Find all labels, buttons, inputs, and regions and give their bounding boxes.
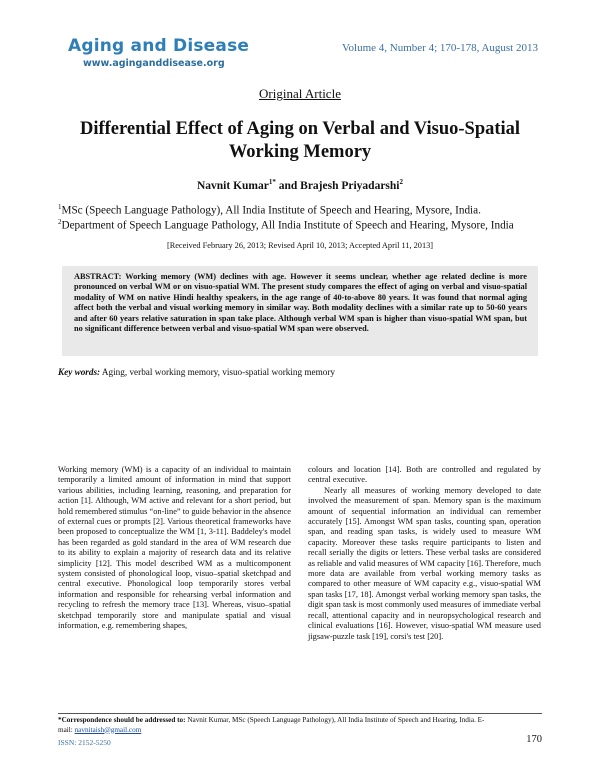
author-2: Brajesh Priyadarshi — [300, 179, 400, 192]
body-column-left — [58, 465, 291, 632]
body-column-right — [308, 465, 541, 642]
body-paragraph: Working memory (WM) is a capacity of an individual to maintain temporarily a limited amount of information in mind that support various abilities, including learning, reasoning, and preparation for action [1]. Although, WM active and relevant for a short period, but hold remembered stimulus “on-line” to guide behavior in the absence of external cues or prompts [2]. Various theoretical frameworks have been proposed to conceptualize the WM [1, 3-11]. Baddeley's model has been regarded as gold standard in the area of WM research due to its ability to explain a majority of research data and its relative simplicity [12]. This model described WM as a multicomponent system consisted of phonological loop, visuo–spatial sketchpad and central executive. Phonological loop temporarily stores verbal information and responsible for rehearsing verbal information and recycling to refresh the memory trace [13]. Whereas, visuo–spatial sketchpad temporarily store and manipulate spatial and visual information, e.g. remembering shapes, — [58, 465, 291, 631]
affiliation-2-number: 2 — [58, 218, 62, 226]
keywords-text: Aging, verbal working memory, visuo-spatial working memory — [100, 367, 336, 377]
paper-title — [50, 118, 550, 164]
body-paragraph: Nearly all measures of working memory developed to date involved the measurement of span. Memory span is the maximum amount of sequential information an individual can remember accurately [15]. Amongst WM span tasks, counting span, operation span, and reading span tasks, is widely used to measure WM capacity. Moreover these tasks require participants to listen and recall serially the digits or letters. These verbal tasks are considered as reliable and valid measures of WM capacity [16]. Therefore, much more data are available from verbal working memory tasks as compared to other measure of WM capacity e.g., visuo-spatial WM span tasks [17, 18]. Amongst verbal working memory span tasks, the digit span task is most commonly used measures of immediate verbal recall, attentional capacity and in neuropsychological research and clinical evaluations [16]. However, visuo-spatial WM measure used jigsaw-puzzle task [19], corsi's test [20]. — [308, 485, 541, 641]
author-conjunction: and — [275, 179, 301, 192]
correspondence-note — [58, 716, 498, 735]
body-paragraph: colours and location [14]. Both are controlled and regulated by central executive. — [308, 465, 541, 485]
keywords-label: Key words: — [58, 367, 101, 377]
journal-url: www.aginganddisease.org — [83, 58, 225, 69]
volume-info: Volume 4, Number 4; 170-178, August 2013 — [342, 42, 538, 54]
author-2-marker: 2 — [399, 178, 404, 186]
journal-title: Aging and Disease — [68, 36, 250, 56]
abstract-text: ABSTRACT: Working memory (WM) declines with age. However it seems unclear, whether age related decline is more pronounced on verbal WM or on visuo-spatial WM. The present study compares the effect of aging on verbal and visuo-spatial modality of WM on native Hindi healthy speakers, in the age range of 40-to-above 80 years. It was found that normal aging affect both the verbal and visual working memory in similar way. Both modality declines with a similar rate up to 50-60 years and after 60 years relative saturation in span take place. Although verbal WM span is higher than visuo-spatial WM span, but no significant difference between verbal and visuo-spatial WM span were observed. — [74, 272, 527, 334]
author-1-marker: 1* — [268, 178, 276, 186]
article-type: Original Article — [259, 86, 341, 101]
author-1: Navnit Kumar — [196, 179, 269, 192]
title-line-2: Working Memory — [228, 142, 372, 162]
abstract-box — [62, 266, 538, 356]
received-dates: [Received February 26, 2013; Revised April 10, 2013; Accepted April 11, 2013] — [166, 241, 434, 250]
affiliation-2 — [58, 218, 514, 232]
correspondence-text: Navnit Kumar, MSc (Speech Language Pathology), All India Institute of Speech and Hearing, India. E-mail: — [58, 716, 485, 734]
page-number: 170 — [526, 734, 542, 745]
footnote-divider — [58, 713, 542, 714]
affiliation-1-text: MSc (Speech Language Pathology), All India Institute of Speech and Hearing, Mysore, India. — [61, 204, 481, 217]
correspondence-email[interactable]: navnitaish@gmail.com — [74, 725, 142, 734]
authors — [0, 178, 600, 192]
issn: ISSN: 2152-5250 — [58, 738, 111, 747]
correspondence-label: *Correspondence should be addressed to: — [58, 716, 186, 724]
affiliation-1 — [58, 203, 481, 217]
keywords — [58, 367, 335, 377]
affiliation-1-number: 1 — [58, 203, 62, 211]
title-line-1: Differential Effect of Aging on Verbal and Visuo-Spatial — [79, 119, 521, 139]
affiliation-2-text: Department of Speech Language Pathology, All India Institute of Speech and Hearing, Mysore, India — [61, 219, 514, 232]
